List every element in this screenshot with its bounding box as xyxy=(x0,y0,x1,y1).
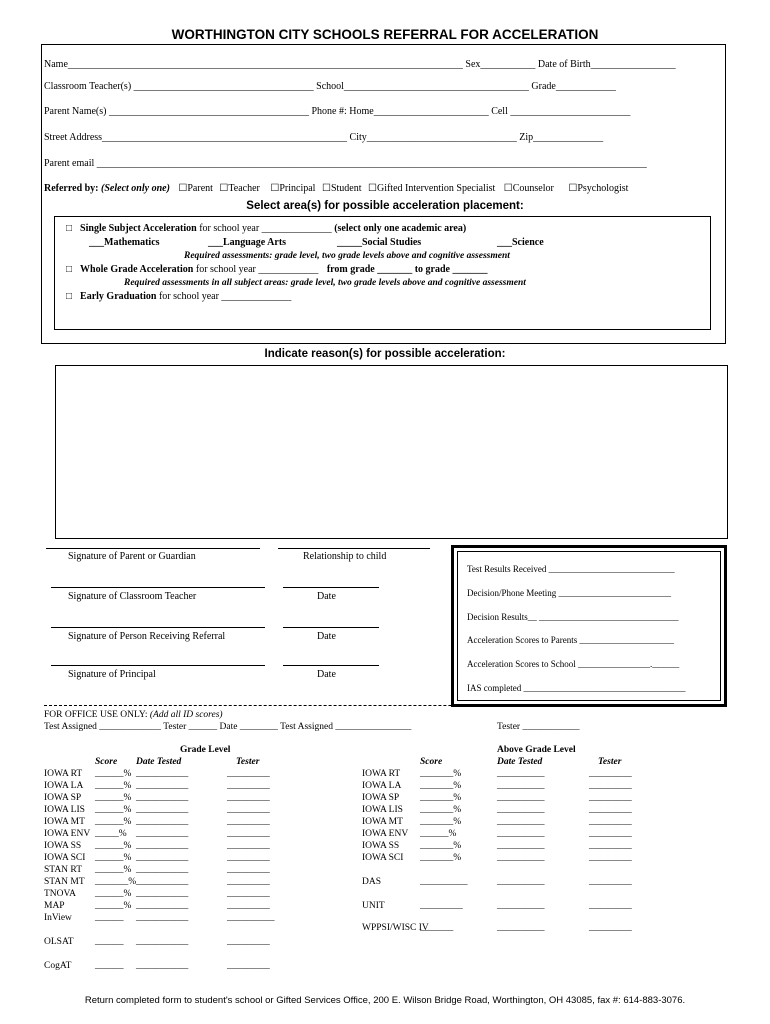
grade-score[interactable]: ______% xyxy=(95,841,132,851)
office-label: FOR OFFICE USE ONLY: xyxy=(44,710,148,720)
sig-teacher-date: Date xyxy=(317,591,336,602)
grade-date-tested[interactable]: ___________ xyxy=(136,913,189,923)
whole-grade-from-to[interactable]: from grade _______ to grade _______ xyxy=(326,264,488,275)
grade-score[interactable]: ______ xyxy=(95,937,124,947)
above-tester[interactable]: _________ xyxy=(589,853,632,863)
checkbox-icon[interactable]: □ xyxy=(66,291,73,302)
result-scores-parents[interactable]: Acceleration Scores to Parents _____________________ xyxy=(467,635,674,646)
above-date-tested[interactable]: __________ xyxy=(497,829,545,839)
above-score[interactable]: _______% xyxy=(420,841,462,851)
above-date-tested[interactable]: __________ xyxy=(497,793,545,803)
above-tester[interactable]: _________ xyxy=(589,793,632,803)
grade-tester[interactable]: _________ xyxy=(227,853,270,863)
above-tester[interactable]: _________ xyxy=(589,923,632,933)
grade-date-tested[interactable]: ___________ xyxy=(136,769,189,779)
single-subject-select-note: (select only one academic area) xyxy=(334,223,467,234)
whole-required-note: Required assessments in all subject areas: grade level, two grade levels above and cognitive assessment xyxy=(124,278,526,288)
subject-social-studies[interactable]: _____Social Studies xyxy=(337,237,422,248)
sig-teacher-line[interactable] xyxy=(51,587,265,588)
checkbox-icon[interactable]: ☐ xyxy=(321,183,331,194)
sig-principal-line[interactable] xyxy=(51,665,265,666)
above-score[interactable]: _______ xyxy=(420,923,454,933)
above-date-tested[interactable]: __________ xyxy=(497,901,545,911)
grade-test-name: IOWA LIS xyxy=(44,805,85,815)
name-row[interactable]: Name_______________________________________________________________________________ Sex___________ Date of Birth_________________ xyxy=(44,59,676,70)
parent-row[interactable]: Parent Name(s) ________________________________________ Phone #: Home_______________________ Cell ________________________ xyxy=(44,106,631,117)
sig-receiver-label: Signature of Person Receiving Referral xyxy=(68,631,226,642)
above-tester[interactable]: _________ xyxy=(589,817,632,827)
sig-receiver-date: Date xyxy=(317,631,336,642)
single-subject-label: Single Subject Acceleration xyxy=(80,223,197,234)
grade-test-name: IOWA MT xyxy=(44,817,85,827)
above-score[interactable]: _______% xyxy=(420,793,462,803)
grade-tester[interactable]: _________ xyxy=(227,769,270,779)
referred-by-label: Referred by: xyxy=(44,183,99,194)
option-parent[interactable]: ☐Parent xyxy=(178,183,213,194)
above-tester[interactable]: _________ xyxy=(589,841,632,851)
page-title: WORTHINGTON CITY SCHOOLS REFERRAL FOR ACCELERATION xyxy=(171,27,599,42)
grade-score[interactable]: ______ xyxy=(95,913,124,923)
checkbox-icon[interactable]: ☐ xyxy=(178,183,188,194)
grade-score[interactable]: _____% xyxy=(95,829,127,839)
above-date-tested[interactable]: __________ xyxy=(497,805,545,815)
grade-test-name: IOWA ENV xyxy=(44,829,91,839)
above-tester[interactable]: _________ xyxy=(589,769,632,779)
grade-date-tested[interactable]: ___________ xyxy=(136,937,189,947)
grade-date-tested[interactable]: ___________ xyxy=(136,853,189,863)
above-score[interactable]: ______% xyxy=(420,829,457,839)
left-col-score: Score xyxy=(95,757,118,767)
single-required-note: Required assessments: grade level, two grade levels above and cognitive assessment xyxy=(184,251,510,261)
grade-test-name: IOWA SP xyxy=(44,793,82,803)
sig-parent-label: Signature of Parent or Guardian xyxy=(68,551,196,562)
above-test-name: IOWA SP xyxy=(362,793,400,803)
grade-score[interactable]: ______% xyxy=(95,865,132,875)
grade-test-name: IOWA RT xyxy=(44,769,83,779)
footer-note: Return completed form to student's school or Gifted Services Office, 200 E. Wilson Bridge Road, Worthington, OH 43085, fax #: 614-883-3076. xyxy=(84,995,686,1006)
office-note: (Add all ID scores) xyxy=(147,710,223,720)
checkbox-icon[interactable]: ☐ xyxy=(503,183,513,194)
result-ias-completed[interactable]: IAS completed ____________________________________ xyxy=(467,682,686,693)
grade-date-tested[interactable]: ___________ xyxy=(136,841,189,851)
grade-tester[interactable]: _________ xyxy=(227,841,270,851)
left-col-tester: Tester xyxy=(236,757,260,767)
sig-principal-label: Signature of Principal xyxy=(68,669,156,680)
left-col-date: Date Tested xyxy=(136,757,182,767)
above-score[interactable]: __________ xyxy=(420,877,468,887)
above-test-name: DAS xyxy=(362,877,382,887)
subject-science[interactable]: ___Science xyxy=(497,237,544,248)
above-date-tested[interactable]: __________ xyxy=(497,817,545,827)
above-tester[interactable]: _________ xyxy=(589,829,632,839)
above-test-name: WPPSI/WISC IV xyxy=(362,923,429,933)
reasons-heading: Indicate reason(s) for possible acceleration: xyxy=(264,348,506,360)
grade-date-tested[interactable]: ___________ xyxy=(136,877,189,887)
grade-tester[interactable]: _________ xyxy=(227,817,270,827)
placement-heading: Select area(s) for possible acceleration placement: xyxy=(246,200,524,212)
grade-test-name: TNOVA xyxy=(44,889,77,899)
above-test-name: IOWA SS xyxy=(362,841,400,851)
result-decision-meeting[interactable]: Decision/Phone Meeting _________________________ xyxy=(467,587,671,598)
grade-tester[interactable]: _________ xyxy=(227,793,270,803)
above-score[interactable]: _________ xyxy=(420,901,463,911)
sig-principal-date: Date xyxy=(317,669,336,680)
above-test-name: IOWA LIS xyxy=(362,805,403,815)
office-tester-line[interactable]: Tester ____________ xyxy=(497,722,580,732)
result-decision-results[interactable]: Decision Results__ _______________________________ xyxy=(467,611,679,622)
grade-score[interactable]: ______% xyxy=(95,853,132,863)
single-subject-row xyxy=(66,223,466,234)
result-test-results[interactable]: Test Results Received ____________________________ xyxy=(467,564,675,574)
option-counselor[interactable]: ☐Counselor xyxy=(503,183,554,194)
grade-test-name: STAN RT xyxy=(44,865,82,875)
above-date-tested[interactable]: __________ xyxy=(497,923,545,933)
grade-tester[interactable]: _________ xyxy=(227,961,270,971)
whole-grade-row xyxy=(66,264,487,275)
grade-date-tested[interactable]: ___________ xyxy=(136,901,189,911)
grade-score[interactable]: _______% xyxy=(95,877,137,887)
above-test-name: IOWA MT xyxy=(362,817,403,827)
whole-grade-year[interactable]: for school year ____________ xyxy=(193,264,321,275)
option-gifted[interactable]: ☐Gifted Intervention Specialist xyxy=(368,183,496,194)
grade-score[interactable]: ______% xyxy=(95,817,132,827)
above-score[interactable]: _______% xyxy=(420,853,462,863)
grade-test-name: STAN MT xyxy=(44,877,85,887)
grade-tester[interactable]: _________ xyxy=(227,781,270,791)
grade-test-name: OLSAT xyxy=(44,937,74,947)
subject-language-arts[interactable]: ___Language Arts xyxy=(208,237,287,248)
checkbox-icon[interactable]: □ xyxy=(66,264,73,275)
grade-score[interactable]: ______% xyxy=(95,769,132,779)
option-student[interactable]: ☐Student xyxy=(321,183,362,194)
checkbox-icon[interactable]: □ xyxy=(66,223,73,234)
option-teacher[interactable]: ☐Teacher xyxy=(219,183,260,194)
email-row[interactable]: Parent email ______________________________________________________________________________________________________________ xyxy=(44,158,647,169)
grade-tester[interactable]: _________ xyxy=(227,937,270,947)
grade-date-tested[interactable]: ___________ xyxy=(136,865,189,875)
grade-test-name: IOWA LA xyxy=(44,781,84,791)
grade-tester[interactable]: _________ xyxy=(227,865,270,875)
grade-score[interactable]: ______% xyxy=(95,889,132,899)
early-graduation-label: Early Graduation xyxy=(80,291,157,302)
reasons-textbox[interactable] xyxy=(55,365,728,539)
grade-test-name: CogAT xyxy=(44,961,72,971)
option-psychologist[interactable]: ☐Psychologist xyxy=(568,183,629,194)
grade-test-name: MAP xyxy=(44,901,65,911)
grade-score[interactable]: ______% xyxy=(95,805,132,815)
sig-parent-relationship: Relationship to child xyxy=(303,551,387,562)
above-tester[interactable]: _________ xyxy=(589,805,632,815)
grade-score[interactable]: ______ xyxy=(95,961,124,971)
office-assign-line[interactable]: Test Assigned _____________ Tester ______ Date ________ Test Assigned ________________ xyxy=(44,722,412,732)
checkbox-icon[interactable]: ☐ xyxy=(270,183,280,194)
above-tester[interactable]: _________ xyxy=(589,877,632,887)
grade-tester[interactable]: _________ xyxy=(227,805,270,815)
above-test-name: UNIT xyxy=(362,901,385,911)
early-graduation-year[interactable]: for school year ______________ xyxy=(156,291,292,302)
option-principal[interactable]: ☐Principal xyxy=(270,183,316,194)
grade-date-tested[interactable]: ___________ xyxy=(136,817,189,827)
referred-by-note: (Select only one) xyxy=(101,183,170,194)
above-score[interactable]: _______% xyxy=(420,805,462,815)
office-header xyxy=(44,710,223,720)
subject-math[interactable]: ___Mathematics xyxy=(89,237,160,248)
grade-tester[interactable]: __________ xyxy=(227,913,275,923)
office-separator xyxy=(44,705,726,706)
right-col-score: Score xyxy=(420,757,443,767)
above-score[interactable]: _______% xyxy=(420,817,462,827)
grade-tester[interactable]: _________ xyxy=(227,901,270,911)
sig-receiver-line[interactable] xyxy=(51,627,265,628)
teacher-row[interactable]: Classroom Teacher(s) ____________________________________ School_____________________________________ Grade____________ xyxy=(44,81,616,92)
grade-test-name: InView xyxy=(44,913,72,923)
whole-grade-label: Whole Grade Acceleration xyxy=(80,264,194,275)
grade-test-name: IOWA SCI xyxy=(44,853,86,863)
above-test-name: IOWA RT xyxy=(362,769,401,779)
above-date-tested[interactable]: __________ xyxy=(497,841,545,851)
right-col-tester: Tester xyxy=(598,757,622,767)
single-subject-year[interactable]: for school year ______________ xyxy=(196,223,335,234)
above-score[interactable]: _______% xyxy=(420,781,462,791)
grade-level-heading: Grade Level xyxy=(180,745,231,755)
above-tester[interactable]: _________ xyxy=(589,901,632,911)
above-score[interactable]: _______% xyxy=(420,769,462,779)
result-scores-school[interactable]: Acceleration Scores to School ________________.______ xyxy=(467,659,680,670)
referred-by-row xyxy=(44,183,628,194)
above-test-name: IOWA ENV xyxy=(362,829,409,839)
grade-date-tested[interactable]: ___________ xyxy=(136,781,189,791)
above-date-tested[interactable]: __________ xyxy=(497,877,545,887)
checkbox-icon[interactable]: ☐ xyxy=(568,183,578,194)
grade-date-tested[interactable]: ___________ xyxy=(136,805,189,815)
grade-score[interactable]: ______% xyxy=(95,901,132,911)
above-date-tested[interactable]: __________ xyxy=(497,853,545,863)
sig-teacher-label: Signature of Classroom Teacher xyxy=(68,591,197,602)
grade-date-tested[interactable]: ___________ xyxy=(136,889,189,899)
address-row[interactable]: Street Address_________________________________________________ City______________________________ Zip______________ xyxy=(44,132,604,143)
grade-tester[interactable]: _________ xyxy=(227,829,270,839)
above-date-tested[interactable]: __________ xyxy=(497,781,545,791)
grade-score[interactable]: ______% xyxy=(95,781,132,791)
grade-date-tested[interactable]: ___________ xyxy=(136,829,189,839)
grade-tester[interactable]: _________ xyxy=(227,877,270,887)
grade-test-name: IOWA SS xyxy=(44,841,82,851)
grade-score[interactable]: ______% xyxy=(95,793,132,803)
above-test-name: IOWA SCI xyxy=(362,853,404,863)
checkbox-icon[interactable]: ☐ xyxy=(219,183,229,194)
above-tester[interactable]: _________ xyxy=(589,781,632,791)
above-level-heading: Above Grade Level xyxy=(497,745,576,755)
early-graduation-row xyxy=(66,291,291,302)
grade-date-tested[interactable]: ___________ xyxy=(136,961,189,971)
grade-date-tested[interactable]: ___________ xyxy=(136,793,189,803)
right-col-date: Date Tested xyxy=(497,757,543,767)
above-date-tested[interactable]: __________ xyxy=(497,769,545,779)
checkbox-icon[interactable]: ☐ xyxy=(368,183,377,194)
above-test-name: IOWA LA xyxy=(362,781,402,791)
grade-tester[interactable]: _________ xyxy=(227,889,270,899)
